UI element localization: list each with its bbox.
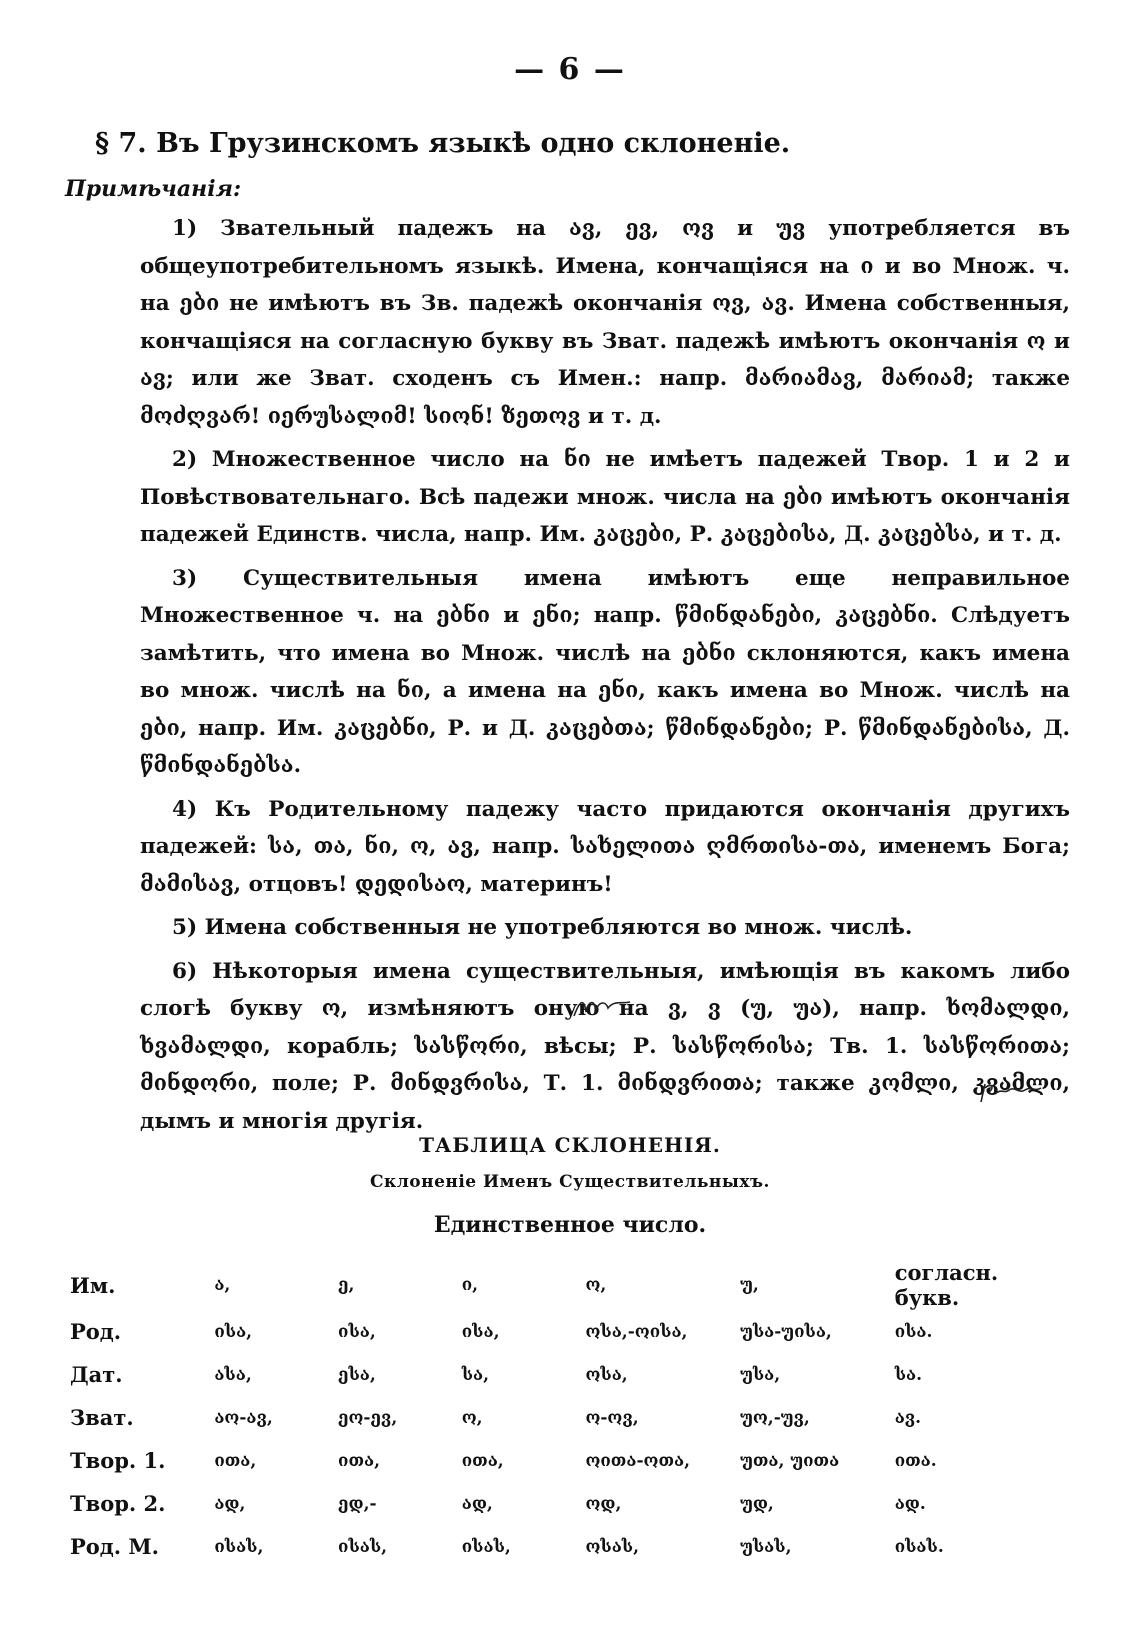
table-row bbox=[70, 1260, 1070, 1310]
table-row bbox=[70, 1353, 1070, 1396]
table-row bbox=[70, 1396, 1070, 1439]
ending-cell: ო, bbox=[585, 1275, 607, 1295]
ending-cell: ო, bbox=[461, 1407, 483, 1428]
table-row bbox=[70, 1525, 1070, 1568]
note-paragraph: 5) Имена собственныя не употребляются во множ. числѣ. bbox=[172, 915, 913, 940]
ending-cell: ავ. bbox=[894, 1407, 922, 1428]
ending-cell: ისას, bbox=[461, 1536, 511, 1557]
ending-cell: ისას, bbox=[338, 1536, 388, 1557]
ending-cell: согласн. букв. bbox=[894, 1260, 999, 1310]
table-row bbox=[70, 1310, 1070, 1353]
ending-cell: ად, bbox=[214, 1493, 246, 1514]
case-label: Твор. 1. bbox=[70, 1448, 166, 1473]
handwritten-mark bbox=[570, 994, 640, 1020]
ending-cell: ისა, bbox=[338, 1321, 376, 1342]
note-paragraph: 1) Звательный падежъ на ავ, ევ, ოვ и უვ употребляется въ общеупотребительномъ языкѣ. Имена, кончащіяся на ი и во Множ. ч. на ები не имѣютъ въ Зв. падежѣ окончанія ოვ, ავ. Имена собственныя, кончащіяся на согласную букву въ Зват. падежѣ имѣютъ окончанія ო и ავ; или же Зват. сходенъ съ Имен.: напр. მარიამავ, მარიამ; также მოძღვარ! იერუსალიმ! სიონ! ზეთოვ и т. д. bbox=[140, 216, 1070, 429]
ending-cell: ედ,- bbox=[338, 1493, 377, 1514]
table-title: ТАБЛИЦА СКЛОНЕНІЯ. bbox=[419, 1133, 721, 1157]
note-paragraph: 3) Существительныя имена имѣютъ еще неправильное Множественное ч. на ებნი и ენი; напр. წმინდანები, კაცებნი. Слѣдуетъ замѣтить, что имена во Множ. числѣ на ებნი склоняются, какъ имена во множ. числѣ на ნი, а имена на ენი, какъ имена во Множ. числѣ на ები, напр. Им. კაცებნი, Р. и Д. კაცებთა; წმინდანები; Р. წმინდანებისა, Д. წმინდანებსა. bbox=[140, 565, 1070, 778]
note-paragraph: 4) Къ Родительному падежу часто придаются окончанія другихъ падежей: სა, თა, ნი, ო, ავ, напр. სახელითა ღმრთისა-თა, именемъ Бога; მამისავ, отцовъ! დედისაო, материнъ! bbox=[140, 796, 1070, 897]
ending-cell: ოსას, bbox=[585, 1536, 640, 1557]
case-label: Им. bbox=[70, 1272, 116, 1298]
ending-cell: უთა, უითა bbox=[740, 1450, 840, 1471]
case-label: Дат. bbox=[70, 1362, 123, 1387]
ending-cell: ითა, bbox=[461, 1450, 504, 1471]
ending-cell: აო-ავ, bbox=[214, 1407, 273, 1428]
ending-cell: ისა. bbox=[894, 1321, 933, 1342]
ending-cell: ასა, bbox=[214, 1364, 252, 1385]
table-row bbox=[70, 1482, 1070, 1525]
table-subtitle: Склоненіе Именъ Существительныхъ. bbox=[370, 1172, 770, 1192]
ending-cell: უსა-უისა, bbox=[740, 1321, 832, 1342]
ending-cell: ისა, bbox=[461, 1321, 500, 1342]
ending-cell: ოითა-ოთა, bbox=[585, 1450, 691, 1471]
ending-cell: ო-ოვ, bbox=[585, 1407, 639, 1428]
page-number: — 6 — bbox=[514, 52, 626, 87]
case-label: Твор. 2. bbox=[70, 1491, 166, 1516]
notes-heading: Примѣчанія: bbox=[65, 176, 242, 202]
ending-cell: ისას. bbox=[894, 1536, 944, 1557]
note-paragraph: 2) Множественное число на ნი не имѣетъ падежей Твор. 1 и 2 и Повѣствовательнаго. Всѣ падежи множ. числа на ები имѣютъ окончанія падежей Единств. числа, напр. Им. კაცები, Р. კაცებისა, Д. კაცებსა, и т. д. bbox=[140, 447, 1070, 547]
ending-cell: ად, bbox=[461, 1493, 493, 1514]
note-paragraph: 6) Нѣкоторыя имена существительныя, имѣющія въ какомъ либо слогѣ букву ო, измѣняютъ оную на ვ, ვ (უ, უა), напр. ხომალდი, ხვამალდი, корабль; სასწორი, вѣсы; Р. სასწორისა; Тв. 1. სასწორითა; მინდორი, поле; Р. მინდვრისა, Т. 1. მინდვრითა; также კომლი, კვამლი, дымъ и многія другія. bbox=[140, 958, 1070, 1134]
ending-cell: ეო-ევ, bbox=[338, 1407, 398, 1428]
case-label: Зват. bbox=[70, 1405, 134, 1430]
declension-table bbox=[70, 1260, 1070, 1568]
section-title: § 7. Въ Грузинскомъ языкѣ одно склоненіе. bbox=[95, 128, 791, 159]
ending-cell: ესა, bbox=[338, 1364, 376, 1385]
ending-cell: სა. bbox=[894, 1364, 923, 1385]
ending-cell: უსას, bbox=[740, 1536, 792, 1557]
ending-cell: ითა, bbox=[214, 1450, 257, 1471]
ending-cell: ად. bbox=[894, 1493, 926, 1514]
ending-cell: სა, bbox=[461, 1364, 490, 1385]
ending-cell: ოდ, bbox=[585, 1493, 622, 1514]
ending-cell: ითა, bbox=[338, 1450, 381, 1471]
ending-cell: ოსა, bbox=[585, 1364, 628, 1385]
ending-cell: ითა. bbox=[894, 1450, 937, 1471]
table-row bbox=[70, 1439, 1070, 1482]
case-label: Род. М. bbox=[70, 1534, 159, 1559]
ending-cell: უდ, bbox=[740, 1493, 774, 1514]
ending-cell: ისა, bbox=[214, 1321, 253, 1342]
handwritten-mark bbox=[975, 1080, 1045, 1104]
ending-cell: უსა, bbox=[740, 1364, 781, 1385]
ending-cell: ა, bbox=[214, 1275, 231, 1295]
ending-cell: ოსა,-ოისა, bbox=[585, 1321, 688, 1342]
ending-cell: უო,-უვ, bbox=[740, 1407, 810, 1428]
ending-cell: ე, bbox=[338, 1275, 355, 1295]
table-number-heading: Единственное число. bbox=[433, 1212, 707, 1238]
case-label: Род. bbox=[70, 1319, 122, 1344]
ending-cell: უ, bbox=[740, 1275, 759, 1295]
ending-cell: ისას, bbox=[214, 1536, 264, 1557]
ending-cell: ი, bbox=[461, 1275, 479, 1295]
